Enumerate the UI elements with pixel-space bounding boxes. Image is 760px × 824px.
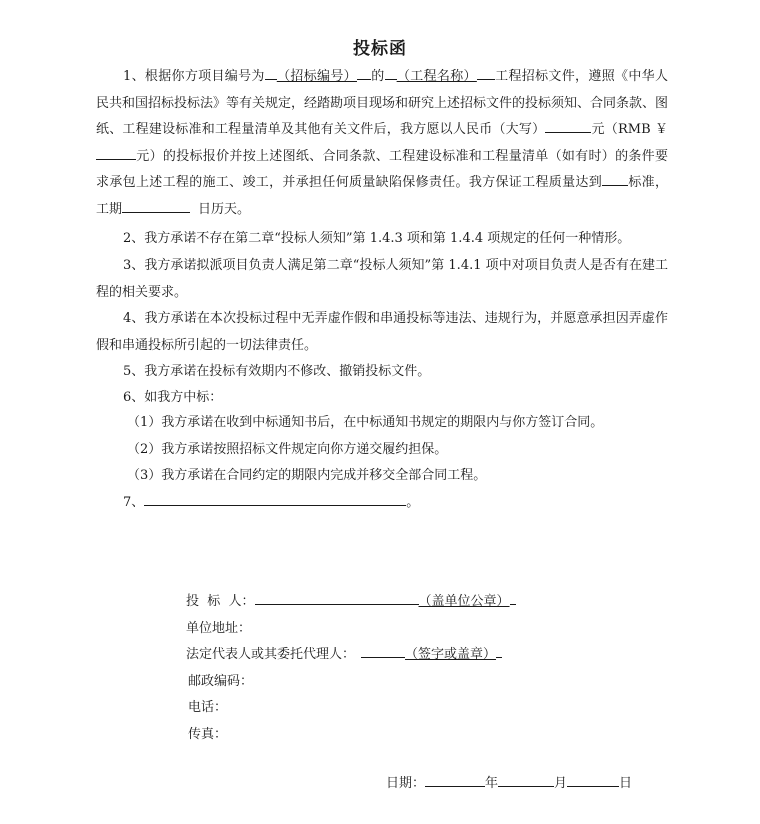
clause-1-text-g: 日历天。 — [198, 201, 251, 217]
date-month-blank[interactable] — [498, 772, 554, 787]
postcode-label: 邮政编码： — [188, 674, 254, 689]
clause-7-end: 。 — [406, 495, 420, 510]
tender-number-field[interactable]: （招标编号） — [276, 69, 357, 84]
date-year-unit: 年 — [485, 776, 499, 791]
legal-rep-blank[interactable] — [361, 643, 405, 658]
clause-1 — [96, 64, 668, 223]
clause-6-sub-2: （2）我方承诺按照招标文件规定向你方递交履约担保。 — [127, 442, 448, 457]
clause-3 — [96, 253, 668, 306]
phone-row — [188, 696, 227, 715]
bidder-label: 投 标 人： — [186, 594, 255, 609]
clause-3-text: 3、我方承诺拟派项目负责人满足第二章“投标人须知”第 1.4.1 项中对项目负责人是否有在建工程的相关要求。 — [96, 258, 668, 300]
clause-6 — [96, 385, 668, 412]
clause-7-blank[interactable] — [144, 491, 406, 506]
date-day-unit: 日 — [619, 776, 633, 791]
address-row — [186, 617, 251, 636]
address-label: 单位地址： — [186, 621, 252, 636]
fax-row — [188, 723, 227, 742]
clause-1-text-f: 标准，工期 — [96, 175, 668, 217]
date-day-blank[interactable] — [567, 772, 619, 787]
clause-6-text: 6、如我方中标： — [123, 390, 223, 405]
quality-standard-blank[interactable] — [602, 171, 628, 186]
clause-7 — [123, 490, 419, 516]
date-row — [386, 772, 632, 791]
clause-1-text-b: 的 — [370, 69, 385, 84]
fax-label: 传真： — [188, 727, 228, 742]
clause-1-text-d: 元（RMB ￥ — [591, 122, 668, 137]
project-name-field[interactable]: （工程名称） — [396, 69, 477, 84]
clause-1-text-a: 1、根据你方项目编号为 — [123, 69, 265, 84]
bidder-row — [186, 590, 516, 609]
clause-6-sub-3: （3）我方承诺在合同约定的期限内完成并移交全部合同工程。 — [127, 468, 487, 483]
date-label: 日期： — [386, 776, 426, 791]
clause-6-sub-1: （1）我方承诺在收到中标通知书后，在中标通知书规定的期限内与你方签订合同。 — [127, 415, 604, 430]
bidder-seal-note: （盖单位公章） — [418, 594, 510, 609]
amount-figures-blank[interactable] — [96, 145, 136, 160]
legal-rep-label: 法定代表人或其委托代理人： — [186, 647, 356, 662]
date-month-unit: 月 — [554, 776, 568, 791]
date-year-blank[interactable] — [425, 772, 485, 787]
clause-7-number: 7、 — [123, 495, 145, 510]
postcode-row — [188, 670, 253, 689]
document-title: 投标函 — [353, 39, 407, 59]
clause-5 — [96, 359, 668, 386]
bidder-blank[interactable] — [255, 590, 419, 605]
construction-period-blank[interactable] — [122, 198, 190, 213]
legal-rep-sign-note: （签字或盖章） — [405, 647, 497, 662]
amount-words-blank[interactable] — [545, 118, 591, 133]
phone-label: 电话： — [188, 700, 228, 715]
clause-2-text: 2、我方承诺不存在第二章“投标人须知”第 1.4.3 项和第 1.4.4 项规定的任何一种情形。 — [123, 231, 631, 246]
clause-2 — [96, 226, 668, 253]
clause-1-text-c: 工程招标文件，遵照《中华人民共和国招标投标法》等有关规定，经踏勘项目现场和研究上述招标文件的投标须知、合同条款、图纸、工程建设标准和工程量清单及其他有关文件后，我方愿以人民币（大写） — [96, 69, 669, 137]
clause-5-text: 5、我方承诺在投标有效期内不修改、撤销投标文件。 — [123, 364, 431, 379]
clause-4 — [96, 306, 668, 359]
legal-rep-row — [186, 643, 502, 662]
clause-4-text: 4、我方承诺在本次投标过程中无弄虚作假和串通投标等违法、违规行为，并愿意承担因弄虚作假和串通投标所引起的一切法律责任。 — [96, 311, 668, 353]
clause-1-text-e: 元）的投标报价并按上述图纸、合同条款、工程建设标准和工程量清单（如有时）的条件要求承包上述工程的施工、竣工，并承担任何质量缺陷保修责任。我方保证工程质量达到 — [96, 148, 668, 190]
